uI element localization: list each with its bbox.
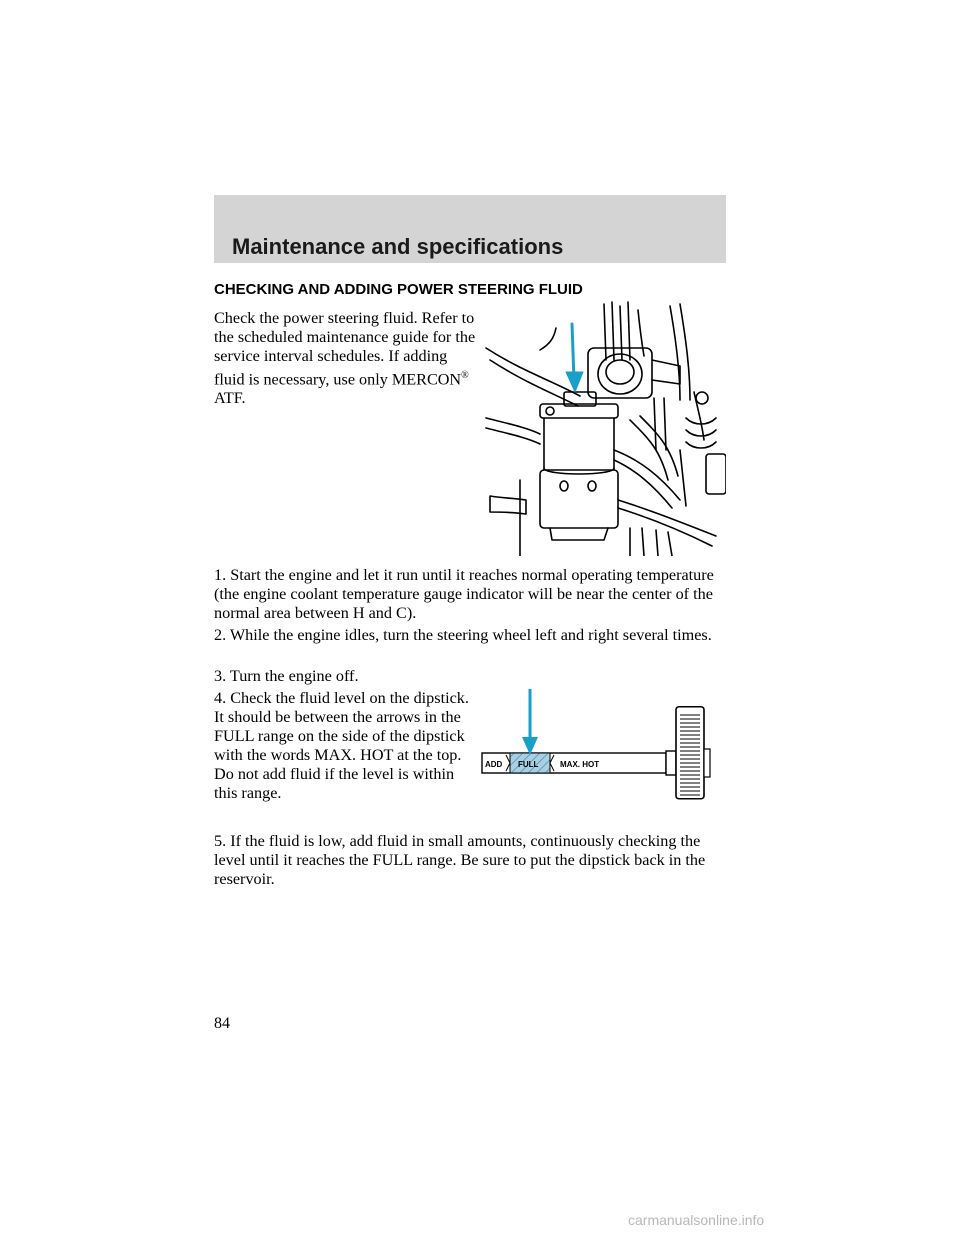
intro-paragraph: [214, 309, 476, 408]
intro-text: Check the power steering fluid. Refer to the scheduled maintenance guide for the service interval schedules. If adding fluid is necessary, use only MERCON: [214, 309, 476, 389]
dipstick-label-full: FULL: [518, 760, 539, 769]
section-header-title: Maintenance and specifications: [232, 234, 564, 259]
step-2: 2. While the engine idles, turn the steering wheel left and right several times.: [214, 626, 712, 644]
dipstick-illustration: [480, 685, 720, 805]
step-4: 4. Check the fluid level on the dipstick. It should be between the arrows in the FULL range on the side of the dipstick with the words MAX. HOT at the top. Do not add fluid if the level is within this range.: [214, 689, 469, 802]
dipstick-label-add: ADD: [485, 760, 503, 769]
dipstick-label-max-hot: MAX. HOT: [560, 760, 600, 769]
section-heading: CHECKING AND ADDING POWER STEERING FLUID: [214, 281, 583, 298]
step-5: 5. If the fluid is low, add fluid in small amounts, continuously checking the level until it reaches the FULL range. Be sure to put the dipstick back in the reservoir.: [214, 832, 706, 888]
step-1: 1. Start the engine and let it run until it reaches normal operating temperature (the engine coolant temperature gauge indicator will be near the center of the normal area between H and C).: [214, 566, 714, 622]
step-3: 3. Turn the engine off.: [214, 667, 359, 685]
intro-text-end: ATF.: [214, 389, 246, 408]
registered-mark: ®: [461, 370, 469, 381]
engine-reservoir-illustration: [480, 300, 726, 556]
page-number: 84: [214, 1015, 230, 1032]
watermark-text: carmanualsonline.info: [628, 1212, 765, 1228]
